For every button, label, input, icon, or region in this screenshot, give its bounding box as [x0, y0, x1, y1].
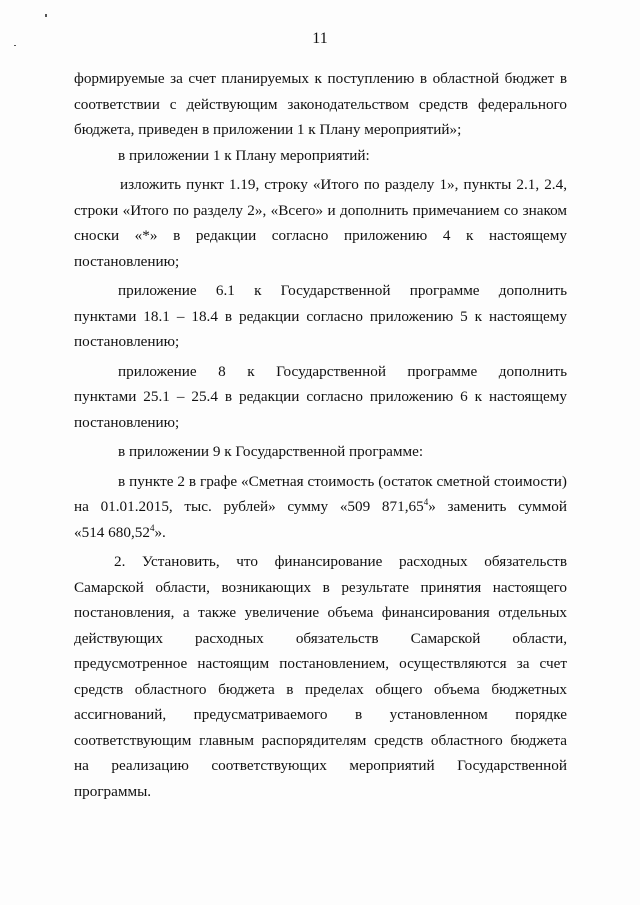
text-line: постановлению; [74, 333, 180, 350]
text-line: постановлению; [74, 252, 180, 270]
text-line: изложить пункт 1.19, строку «Итого по разделу 1», пункты 2.1, 2.4, [120, 176, 567, 193]
text-line: сноски «*» в редакции согласно приложению 4 к настоящему [74, 227, 567, 244]
text-line: средств областного бюджета в пределах общего объема бюджетных [74, 680, 567, 698]
text-line: постановлению; [74, 413, 180, 431]
text-line: бюджета, приведен в приложении 1 к Плану мероприятий»; [74, 121, 462, 138]
document-body [74, 66, 567, 804]
text-line: в приложении 1 к Плану мероприятий: [118, 146, 370, 164]
page-number: 11 [312, 30, 328, 47]
text-line [74, 520, 567, 546]
text-fragment: на 01.01.2015, тыс. рублей» сумму «509 871,65 [74, 498, 424, 515]
text-line: формируемые за счет планируемых к поступлению в областной бюджет в [74, 70, 567, 87]
scan-speck [45, 14, 47, 17]
text-line: строки «Итого по разделу 2», «Всего» и дополнить примечанием со знаком [74, 201, 567, 219]
text-line: 2. Установить, что финансирование расходных обязательств [114, 553, 567, 570]
footnote-mark: 4 [423, 496, 429, 507]
footnote-mark: 4 [149, 522, 155, 533]
text-line: ассигнований, предусматриваемого в установленном порядке [74, 706, 567, 723]
text-fragment: » заменить суммой [428, 498, 567, 515]
text-line [74, 494, 567, 520]
text-line: Самарской области, возникающих в результате принятия настоящего [74, 578, 567, 596]
text-line: соответствующим главным распорядителям средств областного бюджета [74, 731, 567, 749]
text-line: действующих расходных обязательств Самарской области, [74, 629, 567, 647]
text-line: на реализацию соответствующих мероприятий Государственной [74, 757, 567, 774]
text-line: постановления, а также увеличение объема финансирования отдельных [74, 604, 567, 621]
text-line: пунктами 25.1 – 25.4 в редакции согласно приложению 6 к настоящему [74, 388, 567, 405]
text-line: пунктами 18.1 – 18.4 в редакции согласно приложению 5 к настоящему [74, 307, 567, 325]
text-line: приложение 8 к Государственной программе дополнить [118, 362, 567, 380]
text-line: приложение 6.1 к Государственной программе дополнить [118, 282, 567, 299]
text-line: соответствии с действующим законодательством средств федерального [74, 95, 567, 113]
text-line: в приложении 9 к Государственной программе: [118, 443, 424, 460]
text-line: предусмотренное настоящим постановлением, осуществляются за счет [74, 655, 567, 672]
text-fragment: ». [154, 523, 166, 541]
text-line: программы. [74, 782, 152, 800]
text-line: в пункте 2 в графе «Сметная стоимость (остаток сметной стоимости) [118, 472, 567, 490]
text-fragment: «514 680,52 [74, 523, 150, 541]
